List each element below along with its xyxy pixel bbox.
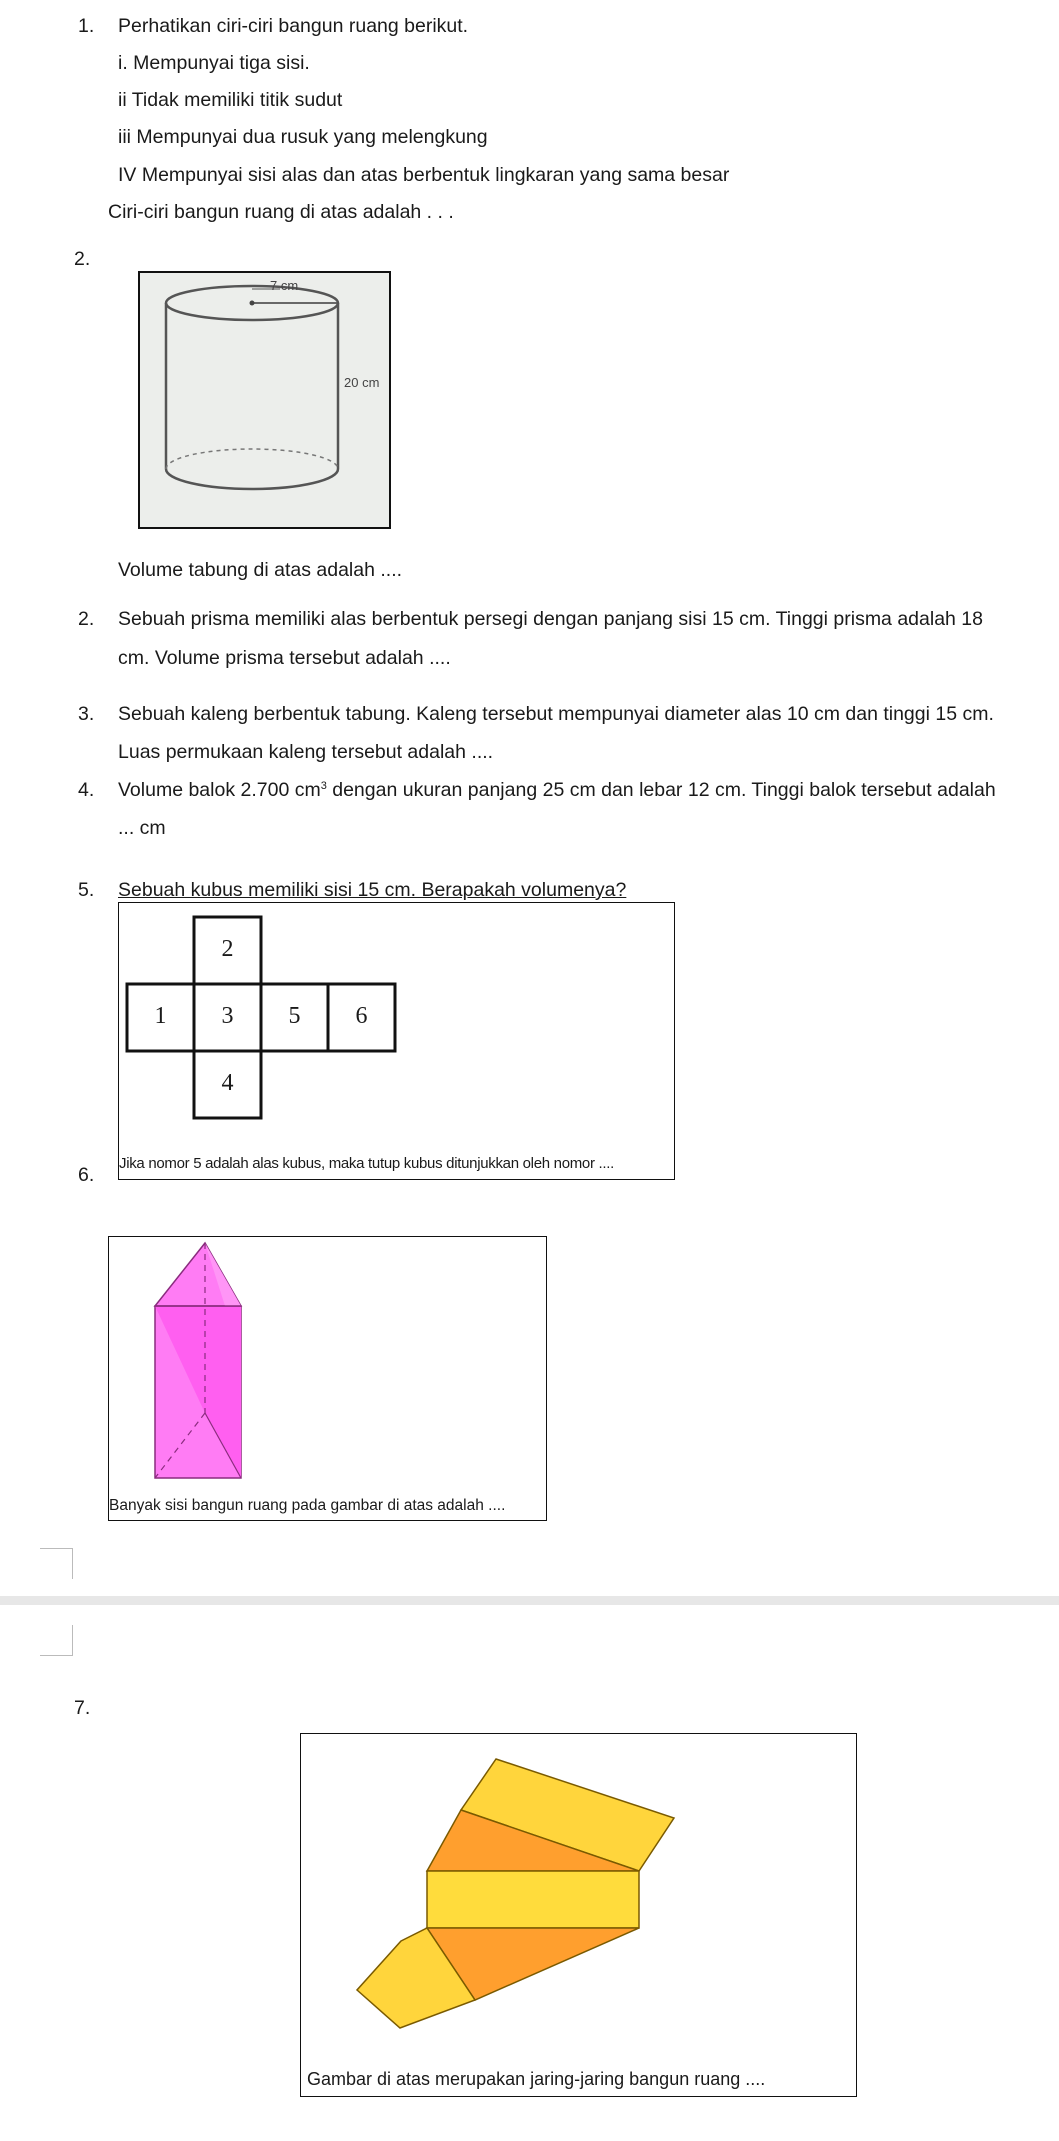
q3-line1: Sebuah kaleng berbentuk tabung. Kaleng tersebut mempunyai diameter alas 10 cm dan tinggi 15 cm. xyxy=(118,703,994,725)
q1-number: 1. xyxy=(78,15,95,37)
cylinder-drawing xyxy=(140,273,389,527)
net-face-2: 2 xyxy=(221,936,234,962)
q5-stem: Sebuah kubus memiliki sisi 15 cm. Berapakah volumenya? xyxy=(118,879,627,901)
q1-item-3: iii Mempunyai dua rusuk yang melengkung xyxy=(118,126,488,148)
page-corner-bottom xyxy=(40,1625,73,1656)
q7-caption: Gambar di atas merupakan jaring-jaring bangun ruang .... xyxy=(307,2069,766,2089)
prism-figure xyxy=(108,1236,547,1521)
q2b-line1: Sebuah prisma memiliki alas berbentuk persegi dengan panjang sisi 15 cm. Tinggi prisma adalah 18 xyxy=(118,608,983,630)
net-face-5: 5 xyxy=(288,1003,301,1029)
page-separator xyxy=(0,1596,1059,1605)
q5-number: 5. xyxy=(78,879,95,901)
prism-drawing xyxy=(109,1237,545,1519)
q2b-line2: cm. Volume prisma tersebut adalah .... xyxy=(118,647,451,669)
q4-line1: Volume balok 2.700 $cm^3$ dengan ukuran panjang 25 cm dan lebar 12 cm. Tinggi balok tersebut adalah xyxy=(118,779,996,801)
diameter-label: 7 cm xyxy=(270,278,299,293)
q1-stem: Perhatikan ciri-ciri bangun ruang berikut. xyxy=(118,15,469,37)
q1-question: Ciri-ciri bangun ruang di atas adalah . . . xyxy=(108,201,454,223)
cylinder-figure xyxy=(138,271,391,529)
q6-number: 6. xyxy=(78,1164,95,1186)
page-corner-top xyxy=(40,1548,73,1579)
cube-net-figure xyxy=(118,902,675,1180)
prism-net-drawing xyxy=(301,1734,855,2074)
q3-number: 3. xyxy=(78,703,95,725)
q6-caption: Banyak sisi bangun ruang pada gambar di atas adalah .... xyxy=(109,1497,506,1514)
q1-item-1: i. Mempunyai tiga sisi. xyxy=(118,52,310,74)
height-label: 20 cm xyxy=(344,375,380,390)
q2b-number: 2. xyxy=(78,608,95,630)
q3-line2: Luas permukaan kaleng tersebut adalah .... xyxy=(118,741,494,763)
q1-item-2: ii Tidak memiliki titik sudut xyxy=(118,89,343,111)
net-face-6: 6 xyxy=(355,1003,368,1029)
q5-caption: Jika nomor 5 adalah alas kubus, maka tutup kubus ditunjukkan oleh nomor .... xyxy=(119,1155,615,1172)
q4-number: 4. xyxy=(78,779,95,801)
net-face-4: 4 xyxy=(221,1070,234,1096)
q7-number: 7. xyxy=(74,1697,91,1719)
q4-line2: ... cm xyxy=(118,817,166,839)
net-face-1: 1 xyxy=(154,1003,167,1029)
q1-item-4: IV Mempunyai sisi alas dan atas berbentuk lingkaran yang sama besar xyxy=(118,164,730,186)
net-face-3: 3 xyxy=(221,1003,234,1029)
prism-net-figure xyxy=(300,1733,857,2097)
q2a-question: Volume tabung di atas adalah .... xyxy=(118,559,403,581)
q2a-number: 2. xyxy=(74,248,91,270)
